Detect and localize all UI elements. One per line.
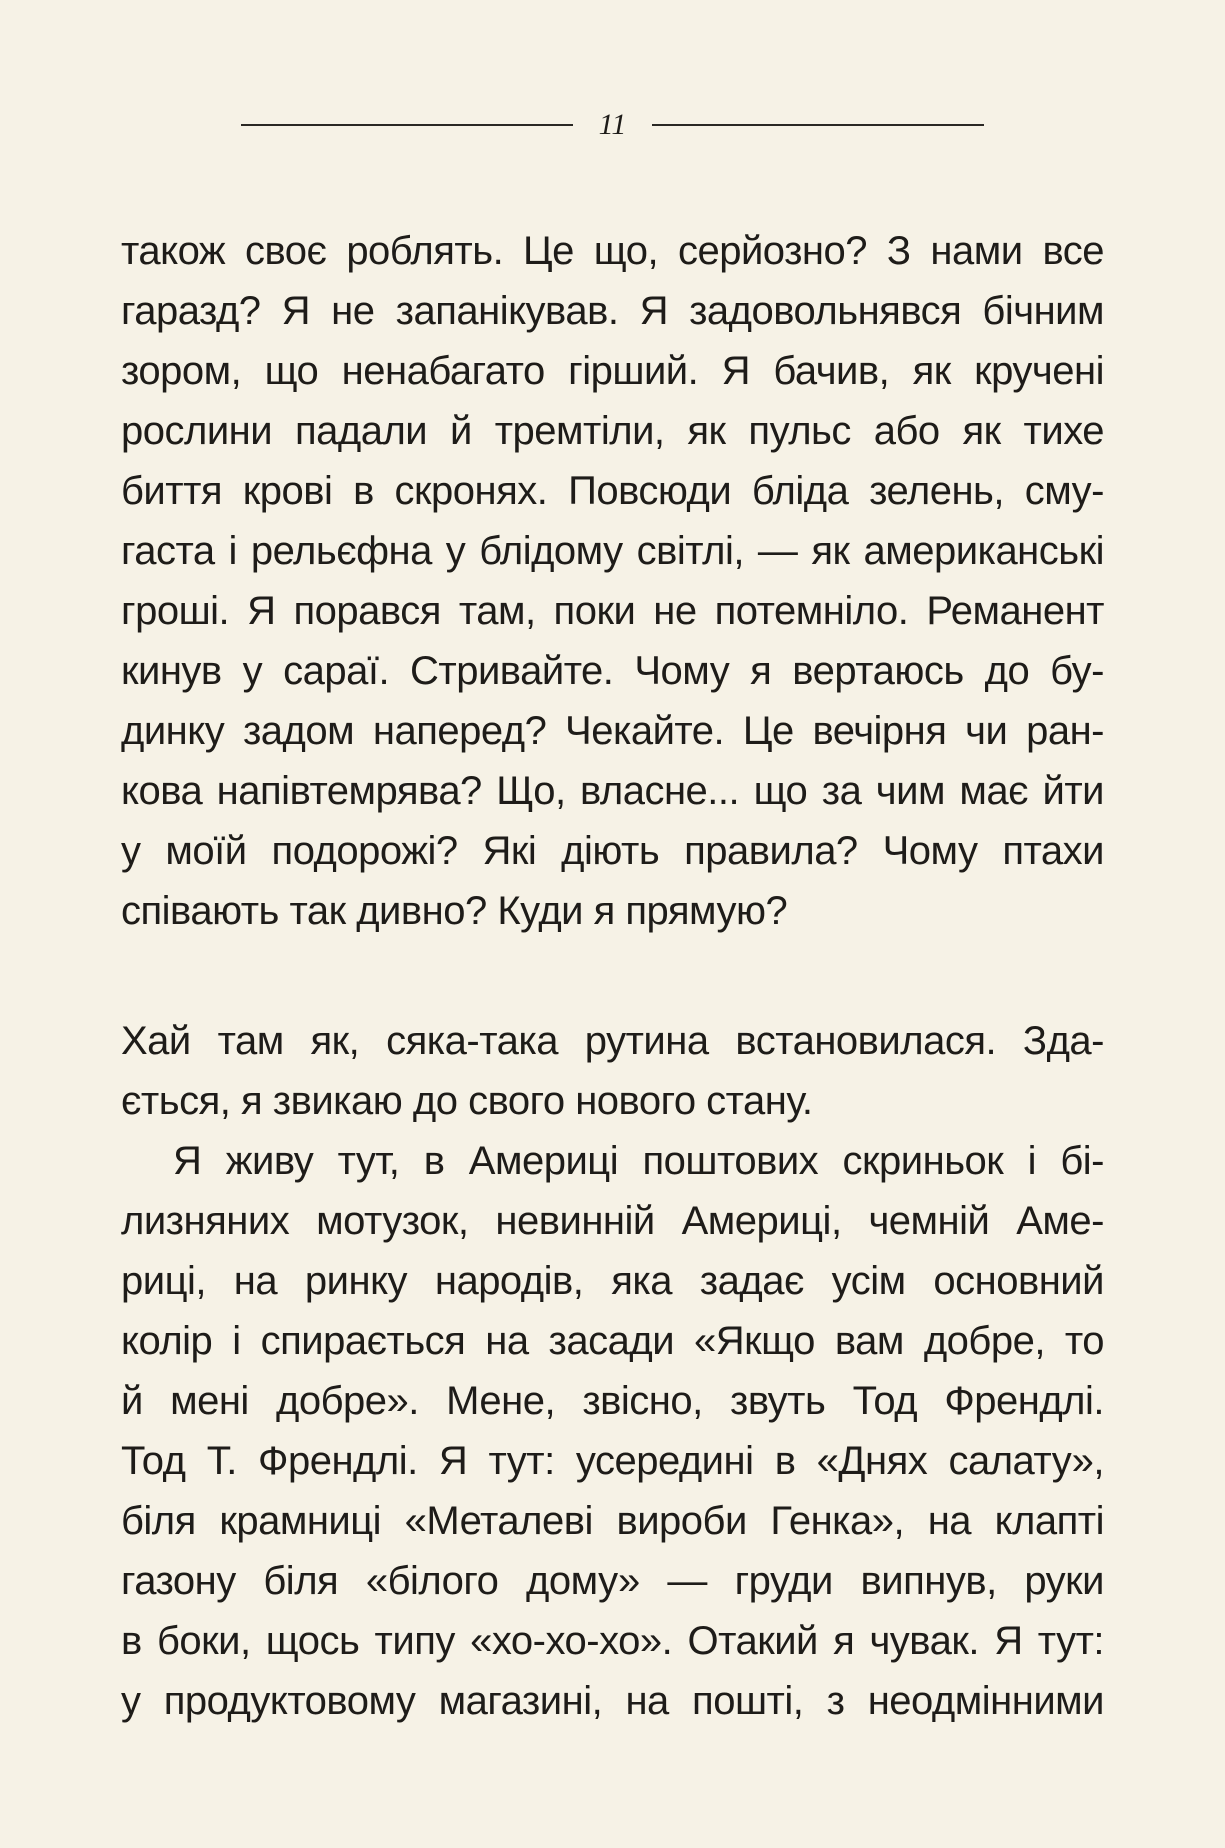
paragraph [121, 1011, 1104, 1131]
text-line: колір і спирається на засади «Якщо вам добре, то [121, 1319, 1104, 1363]
text-line: й мені добре». Мене, звісно, звуть Тод Френдлі. [121, 1379, 1104, 1423]
text-line: ється, я звикаю до свого нового стану. [121, 1079, 813, 1123]
text-line: в боки, щось типу «хо-хо-хо». Отакий я чувак. Я тут: [121, 1619, 1104, 1663]
text-line: у продуктовому магазині, на пошті, з неодмінними [121, 1679, 1104, 1723]
text-line: динку задом наперед? Чекайте. Це вечірня чи ран- [121, 709, 1104, 753]
text-line: зором, що ненабагато гірший. Я бачив, як кручені [121, 349, 1104, 393]
text-line: газону біля «білого дому» — груди випнув, руки [121, 1559, 1104, 1603]
text-line: кова напівтемрява? Що, власне... що за чим має йти [121, 769, 1104, 813]
text-line: Хай там як, сяка-така рутина встановилася. Зда- [121, 1019, 1104, 1063]
section-break [121, 941, 1104, 1011]
page-number: 11 [598, 108, 627, 141]
text-line: лизняних мотузок, невинній Америці, чемній Аме- [121, 1199, 1104, 1243]
text-line: гаста і рельєфна у блідому світлі, — як американські [121, 529, 1104, 573]
text-line: гаразд? Я не запанікував. Я задовольнявся бічним [121, 289, 1104, 333]
paragraph [121, 221, 1104, 941]
text-line: биття крові в скронях. Повсюди бліда зелень, сму- [121, 469, 1104, 513]
header-rule-left [241, 124, 573, 126]
header-rule-right [652, 124, 984, 126]
text-line: співають так дивно? Куди я прямую? [121, 889, 788, 933]
text-line: риці, на ринку народів, яка задає усім основний [121, 1259, 1104, 1303]
text-line: також своє роблять. Це що, серйозно? З нами все [121, 229, 1104, 273]
text-line: Тод Т. Френдлі. Я тут: усередині в «Днях салату», [121, 1439, 1104, 1483]
text-line: у моїй подорожі? Які діють правила? Чому птахи [121, 829, 1104, 873]
text-line: кинув у сараї. Стривайте. Чому я вертаюсь до бу- [121, 649, 1104, 693]
text-line: гроші. Я порався там, поки не потемніло. Реманент [121, 589, 1104, 633]
text-line: Я живу тут, в Америці поштових скриньок і бі- [173, 1139, 1104, 1183]
paragraph [121, 1131, 1104, 1731]
text-line: рослини падали й тремтіли, як пульс або як тихе [121, 409, 1104, 453]
running-head [0, 103, 1225, 147]
text-line: біля крамниці «Металеві вироби Генка», на клапті [121, 1499, 1104, 1543]
body-text [121, 221, 1104, 1731]
